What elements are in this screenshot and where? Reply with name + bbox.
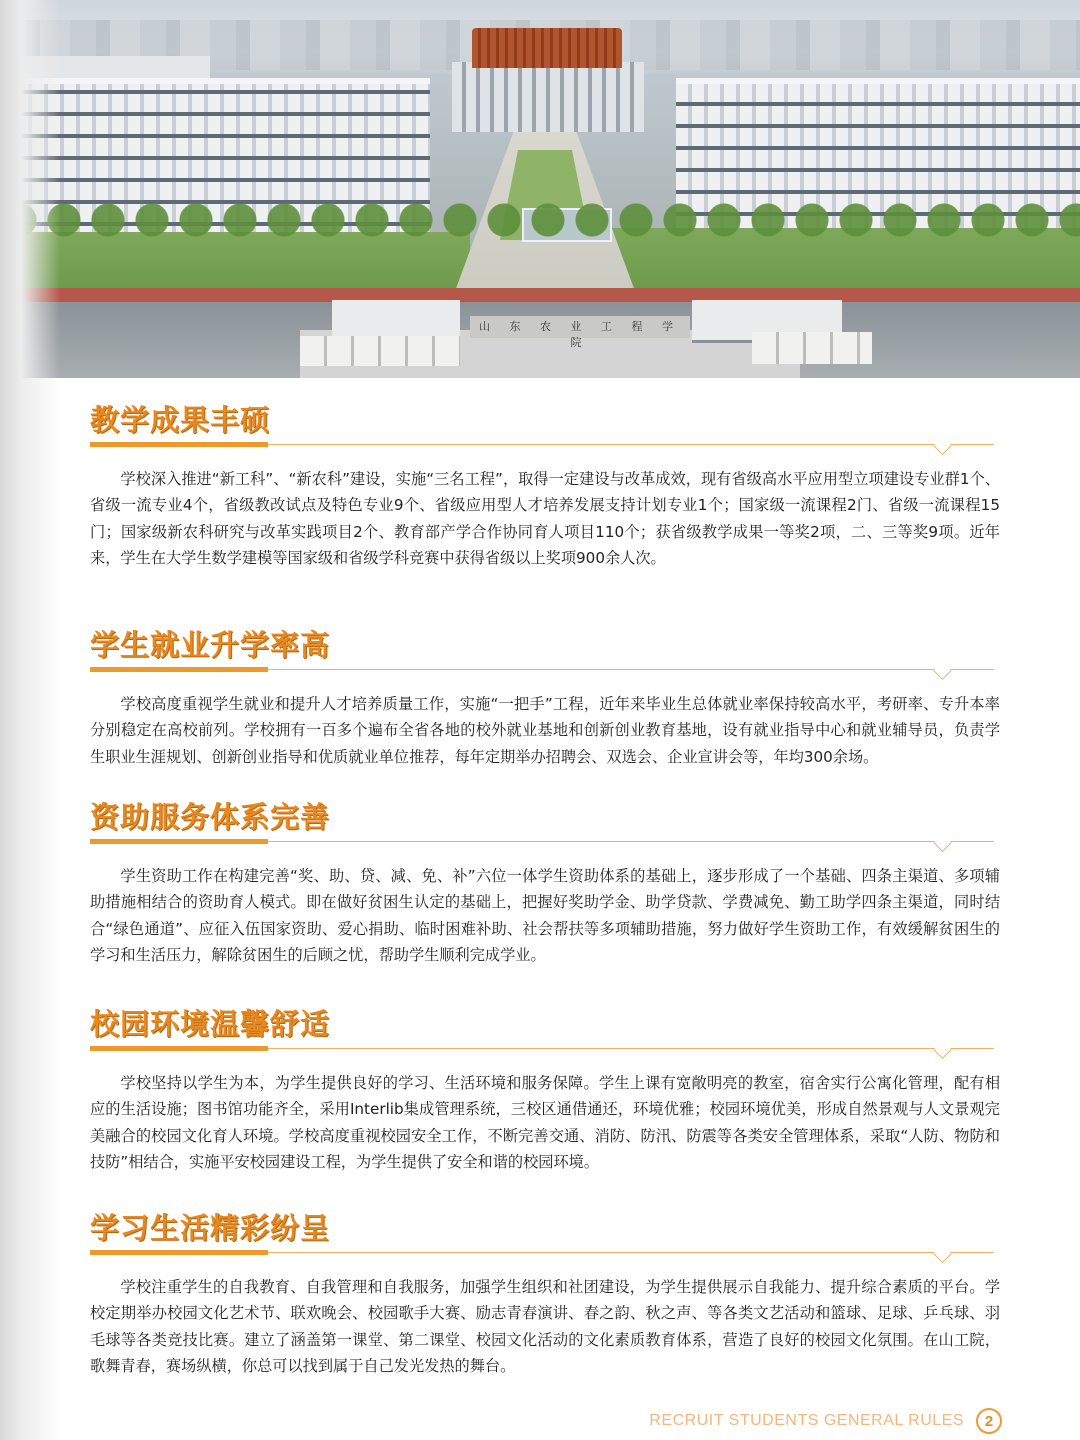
section-title: 资助服务体系完善 [90,800,331,834]
campus-photo [0,0,1080,378]
section-title: 学习生活精彩纷呈 [90,1211,331,1245]
section-body: 学生资助工作在构建完善“奖、助、贷、减、免、补”六位一体学生资助体系的基础上，逐步形成了一个基础、四条主渠道、多项辅助措施相结合的资助育人模式。即在做好贫困生认定的基础上，把握好奖助学金、助学贷款、学费减免、勤工助学四条主渠道，同时结合“绿色通道”、应征入伍国家资助、爱心捐助、临时困难补助、社会帮扶等多项辅助措施，努力做好学生资助工作，有效缓解贫困生的学习和生活压力，解除贫困生的后顾之忧，帮助学生顺利完成学业。 [90,867,1000,964]
section-divider [90,667,1000,681]
section-body: 学校高度重视学生就业和提升人才培养质量工作，实施“一把手”工程，近年来毕业生总体就业率保持较高水平，考研率、专升本率分别稳定在高校前列。学校拥有一百多个遍布全省各地的校外就业基地和创新创业教育基地，设有就业指导中心和就业辅导员，负责学生职业生涯规划、创新创业指导和优质就业单位推荐，每年定期举办招聘会、双选会、企业宣讲会等，年均300余场。 [90,695,1000,766]
section-body: 学校注重学生的自我教育、自我管理和自我服务，加强学生组织和社团建设，为学生提供展示自我能力、提升综合素质的平台。学校定期举办校园文化艺术节、联欢晚会、校园歌手大赛、励志青春演讲、春之韵、秋之声、等各类文艺活动和篮球、足球、乒乓球、羽毛球等各类竞技比赛。建立了涵盖第一课堂、第二课堂、校园文化活动的文化素质教育体系，营造了良好的校园文化氛围。在山工院，歌舞青春，赛场纵横，你总可以找到属于自己发光发热的舞台。 [90,1278,1000,1375]
section-divider [90,839,1000,853]
steps-right [752,332,872,364]
section-divider [90,1046,1000,1060]
steps-left [300,336,460,366]
section-financial-aid [90,797,1000,1004]
section-divider [90,442,1000,456]
gate-sign-text: 山 东 农 业 工 程 学 院 [479,320,681,349]
red-running-track [0,288,1080,302]
tree-row [0,190,1080,250]
page-footer [649,1406,1002,1436]
page-number: 2 [976,1408,1002,1434]
section-title: 校园环境温馨舒适 [90,1007,331,1041]
article-content [90,400,1000,1379]
section-body: 学校深入推进“新工科”、“新农科”建设，实施“三名工程”，取得一定建设与改革成效，现有省级高水平应用型立项建设专业群1个、省级一流专业4个，省级教改试点及特色专业9个、省级应用型人才培养发展支持计划专业1个；国家级一流课程2门、省级一流课程15门；国家级新农科研究与改革实践项目2个、教育部产学合作协同育人项目110个；获省级教学成果一等奖2项，二、三等奖9项。近年来，学生在大学生数学建模等国家级和省级学科竞赛中获得省级以上奖项900余人次。 [90,470,1000,567]
section-student-life [90,1208,1000,1379]
section-campus-environment [90,1004,1000,1208]
section-body: 学校坚持以学生为本，为学生提供良好的学习、生活环境和服务保障。学生上课有宽敞明亮的教室，宿舍实行公寓化管理，配有相应的生活设施；图书馆功能齐全，采用Interlib集成管理系统，三校区通借通还，环境优雅；校园环境优美，形成自然景观与人文景观完美融合的校园文化育人环境。学校高度重视校园安全工作，不断完善交通、消防、防汛、防震等各类安全管理体系，采取“人防、物防和技防”相结合，实施平安校园建设工程，为学生提供了安全和谐的校园环境。 [90,1074,1000,1171]
section-divider [90,1250,1000,1264]
section-employment [90,625,1000,797]
section-title: 教学成果丰硕 [90,403,271,437]
building-center [452,62,644,132]
section-title: 学生就业升学率高 [90,628,331,662]
section-teaching-achievements [90,400,1000,625]
library-tower [472,28,622,68]
footer-caption: RECRUIT STUDENTS GENERAL RULES [649,1412,964,1429]
